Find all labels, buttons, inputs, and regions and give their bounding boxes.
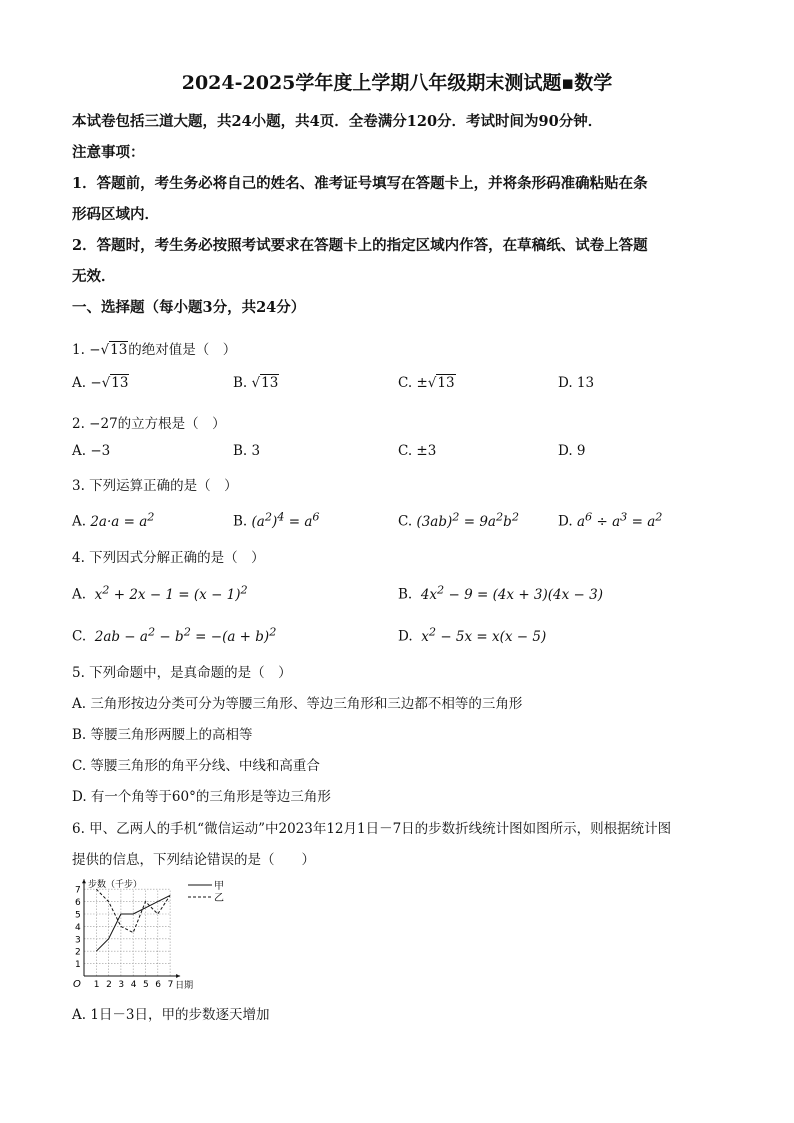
series-line-2	[96, 889, 170, 932]
notice-2a: 2．答题时，考生务必按照考试要求在答题卡上的指定区域内作答，在草稿纸、试卷上答题	[72, 237, 648, 254]
section-heading: 一、选择题（每小题3分，共24分）	[72, 299, 306, 316]
y-axis-arrow	[82, 879, 86, 883]
question-3: 3. 下列运算正确的是（ ）	[72, 478, 238, 494]
notice-1a: 1．答题前，考生务必将自己的姓名、准考证号填写在答题卡上，并将条形码准确粘贴在条	[72, 175, 648, 192]
q4-option-b: B. $4x^2 - 9 = (4x + 3)(4x - 3)$	[398, 583, 604, 603]
question-6-line2: 提供的信息，下列结论错误的是（ ）	[72, 852, 315, 868]
q3-option-a: A. $2a\cdot a = a^2$	[72, 510, 155, 530]
page-title: 2024-2025学年度上学期八年级期末测试题▪数学	[181, 72, 613, 94]
notice-1b: 形码区域内．	[72, 206, 159, 223]
question-6-line1: 6. 甲、乙两人的手机“微信运动”中2023年12月1日－7日的步数折线统计图如图所示，则根据统计图	[72, 821, 672, 837]
q2-option-a: A. −3	[72, 443, 111, 459]
question-4: 4. 下列因式分解正确的是（ ）	[72, 550, 265, 566]
x-tick-label: 5	[143, 980, 149, 990]
q3-option-c: C. $(3ab)^2 = 9a^2b^2$	[398, 510, 519, 530]
y-tick-label: 5	[75, 910, 81, 921]
x-tick-label: 6	[155, 980, 162, 990]
y-tick-label: 2	[75, 947, 81, 958]
q3-option-b: B. $(a^2)^4 = a^6$	[233, 510, 320, 530]
chart-legend	[188, 880, 224, 904]
step-count-line-chart	[70, 868, 270, 996]
question-1: 1. −√13的绝对值是（ ）	[72, 342, 237, 358]
x-tick-label: 2	[106, 980, 112, 990]
legend-label-2: 乙	[214, 893, 224, 904]
q1-option-c: C. ±√13	[398, 375, 455, 391]
exam-intro: 本试卷包括三道大题，共24小题，共4页．全卷满分120分．考试时间为90分钟．	[72, 113, 603, 130]
origin-label: O	[73, 979, 81, 990]
y-tick-label: 6	[75, 898, 81, 909]
q6-option-a: A. 1日－3日，甲的步数逐天增加	[72, 1007, 270, 1023]
question-5: 5. 下列命题中，是真命题的是（ ）	[72, 665, 292, 681]
x-tick-label: 3	[118, 980, 125, 990]
question-2: 2. −27的立方根是（ ）	[72, 416, 226, 432]
q4-option-d: D. $x^2 - 5x = x(x - 5)$	[398, 625, 547, 645]
y-tick-label: 1	[75, 960, 81, 971]
q2-option-c: C. ±3	[398, 443, 437, 459]
q2-option-d: D. 9	[558, 443, 586, 459]
q1-option-a: A. −√13	[72, 375, 129, 391]
x-tick-label: 7	[167, 980, 174, 990]
y-tick-label: 3	[75, 935, 81, 946]
y-axis-label: 步数（千步）	[88, 880, 143, 891]
notice-heading: 注意事项：	[72, 144, 145, 161]
chart-axes	[73, 878, 193, 991]
q5-option-a: A. 三角形按边分类可分为等腰三角形、等边三角形和三边都不相等的三角形	[72, 696, 523, 712]
q5-option-b: B. 等腰三角形两腰上的高相等	[72, 727, 253, 743]
q2-option-b: B. 3	[233, 443, 261, 459]
y-tick-label: 4	[75, 922, 81, 933]
q5-option-c: C. 等腰三角形的角平分线、中线和高重合	[72, 758, 320, 774]
q5-option-d: D. 有一个角等于60°的三角形是等边三角形	[72, 789, 331, 805]
q1-option-b: B. √13	[233, 375, 279, 391]
x-tick-label: 1	[93, 980, 100, 990]
y-tick-label: 7	[75, 885, 81, 896]
notice-2b: 无效．	[72, 268, 116, 285]
x-axis-arrow	[176, 974, 180, 978]
x-axis-label: 日期	[175, 981, 194, 991]
legend-label-1: 甲	[214, 881, 224, 892]
x-tick-label: 4	[130, 980, 137, 990]
q4-option-a: A. $x^2 + 2x - 1 = (x - 1)^2$	[72, 583, 248, 603]
q4-option-c: C. $2ab - a^2 - b^2 = -(a + b)^2$	[72, 625, 277, 645]
q3-option-d: D. $a^6 \div a^3 = a^2$	[558, 510, 663, 530]
q1-option-d: D. 13	[558, 375, 595, 391]
